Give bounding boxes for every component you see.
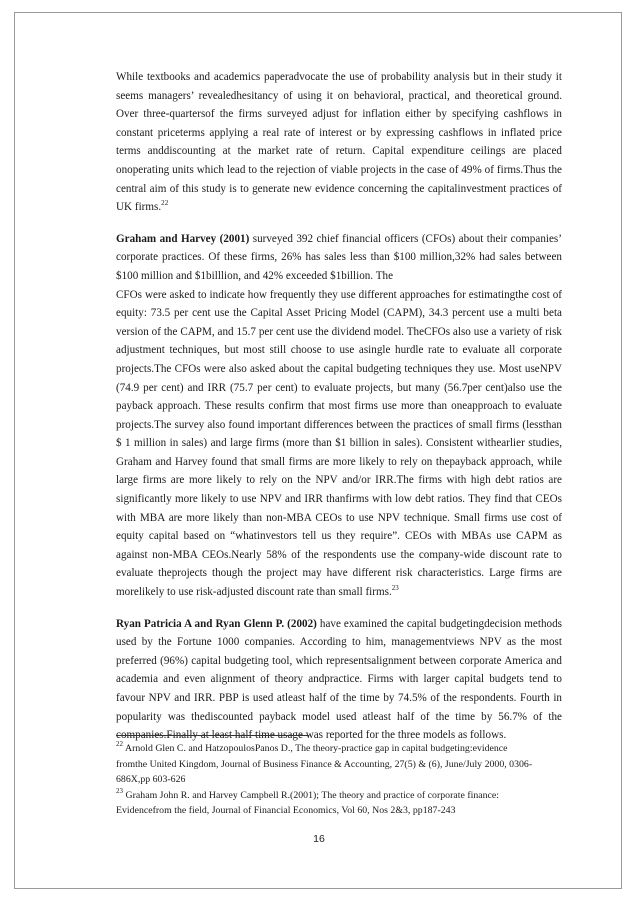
footnote-22 [116, 741, 534, 788]
footnote-23-text: Graham John R. and Harvey Campbell R.(2001); The theory and practice of corporate finance: Evidencefrom the field, Journal of Financial Economics, Vol 60, Nos 2&3, pp187-243 [116, 789, 500, 816]
citation-ryan: Ryan Patricia A and Ryan Glenn P. (2002) [116, 617, 317, 630]
paragraph-graham-harvey [116, 230, 562, 286]
footnote-23 [116, 788, 534, 819]
paragraph-graham-harvey-text: surveyed 392 chief financial officers (CFOs) about their companies’ corporate practices. Of these firms, 26% has sales less than $100 million,32% had sales between $100 million and $1billlion, and 42% exceeded $1billion. The [116, 232, 562, 282]
footnotes [116, 741, 534, 819]
footnote-divider [116, 735, 309, 736]
paragraph-intro [116, 68, 562, 217]
paragraph-cfo-survey-text: CFOs were asked to indicate how frequently they use different approaches for estimatingthe cost of equity: 73.5 per cent use the Capital Asset Pricing Model (CAPM), 34.3 percent use a multi beta version of the CAPM, and 15.7 per cent use the dividend model. TheCFOs also use a variety of risk adjustment techniques, but most still choose to use asingle hurdle rate to evaluate all corporate projects.The CFOs were also asked about the capital budgeting techniques they use. Most useNPV (74.9 per cent) and IRR (75.7 per cent) to evaluate projects, but many (56.7per cent)also use the payback approach. These results confirm that most firms use more than oneapproach to evaluate projects.The survey also found important differences between the practices of small firms (lessthan $ 1 million in sales) and large firms (more than $1 billion in sales). Consistent withearlier studies, Graham and Harvey found that small firms are more likely to rely on thepayback approach, while large firms are more likely to rely on the NPV and/or IRR.The firms with high debt ratios are significantly more likely to use NPV and IRR thanfirms with low debt ratios. They find that CEOs with MBA are more likely than non-MBA CEOs to use NPV technique. Small firms use cost of equity capital based on “whatinvestors tell us they require”. CEOs with MBAs use CAPM as against non-MBA CEOs.Nearly 58% of the respondents use the company-wide discount rate to evaluate theprojects though the project may have different risk characteristics. Large firms are morelikely to use risk-adjusted discount rate than small firms. [116, 288, 562, 599]
paragraph-ryan-text: have examined the capital budgetingdecision methods used by the Fortune 1000 companies. According to him, managementviews NPV as the most preferred (96%) capital budgeting tool, which representsalignment between corporate America and academia and even alignment of theory andpractice. Firms with larger capital budgets tend to favour NPV and IRR. PBP is used atleast half of the time by 74.5% of the respondents. Fourth in popularity was thediscounted payback model used atleast half of the time by 56.7% of the companies.Finally at least half time usage was reported for the three models as follows. [116, 617, 562, 742]
footnote-ref-22: 22 [161, 199, 169, 208]
footnote-number-22: 22 [116, 740, 124, 748]
paragraph-intro-text: While textbooks and academics paperadvocate the use of probability analysis but in their study it seems managers’ revealedhesitancy of using it on behavioral, practical, and theoretical ground. Over three-quartersof the firms surveyed adjust for inflation either by specifying cashflows in constant priceterms applying a real rate of interest or by expressing cashflows in inflated price terms anddiscounting at the market rate of return. Capital expenditure ceilings are placed onoperating units which lead to the rejection of viable projects in the case of 49% of firms.Thus the central aim of this study is to generate new evidence concerning the capitalinvestment practices of UK firms. [116, 71, 562, 214]
paragraph-cfo-survey [116, 286, 562, 602]
footnote-ref-23: 23 [391, 584, 399, 593]
paragraph-ryan [116, 615, 562, 745]
citation-graham-harvey: Graham and Harvey (2001) [116, 232, 250, 245]
page-number: 16 [313, 833, 325, 845]
footnote-number-23: 23 [116, 786, 124, 795]
footnote-22-text: Arnold Glen C. and HatzopoulosPanos D., The theory-practice gap in capital budgeting:evidence fromthe United Kingdom, Journal of Business Finance & Accounting, 27(5) & (6), June/July 2000, 0306-686X,pp 603-626 [116, 743, 533, 785]
body-text [116, 68, 562, 745]
